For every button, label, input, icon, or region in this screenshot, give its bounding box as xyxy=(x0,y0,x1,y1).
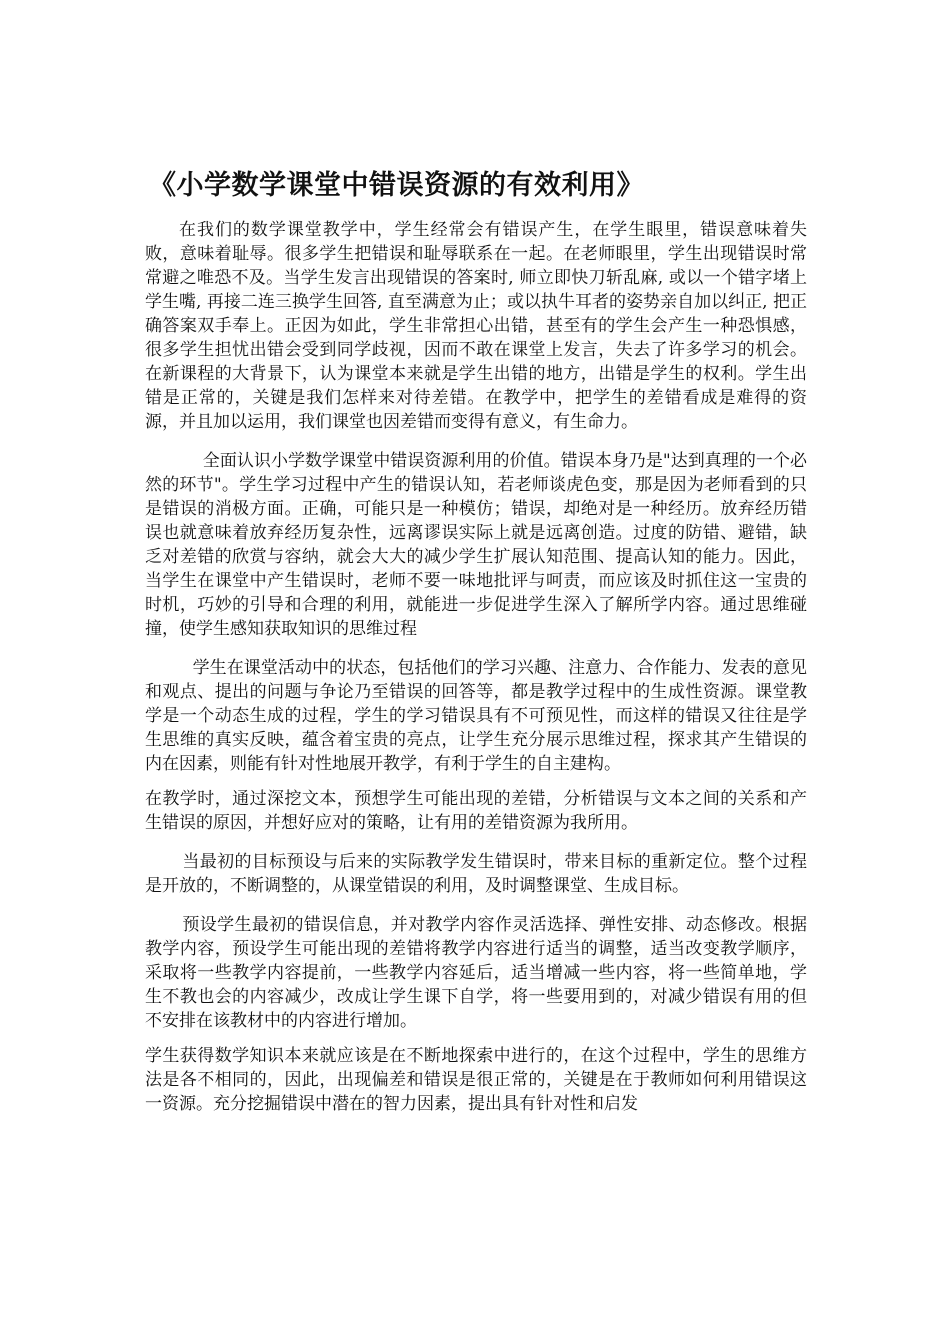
paragraph-goal-repositioning: 当最初的目标预设与后来的实际教学发生错误时，带来目标的重新定位。整个过程是开放的，不断调整的，从课堂错误的利用，及时调整课堂、生成目标。 xyxy=(145,852,807,896)
paragraph-content-adjustment: 预设学生最初的错误信息，并对教学内容作灵活选择、弹性安排、动态修改。根据教学内容，预设学生可能出现的差错将教学内容进行适当的调整，适当改变教学顺序，采取将一些教学内容提前，一些教学内容延后，适当增减一些内容，将一些简单地，学生不教也会的内容减少，改成让学生课下自学，将一些要用到的，对减少错误有用的但不安排在该教材中的内容进行增加。 xyxy=(145,915,807,1031)
document-title: 《小学数学课堂中错误资源的有效利用》 xyxy=(149,170,644,201)
paragraph-anticipate-errors: 在教学时，通过深挖文本，预想学生可能出现的差错，分析错误与文本之间的关系和产生错误的原因，并想好应对的策略，让有用的差错资源为我所用。 xyxy=(145,789,807,833)
paragraph-exploration: 学生获得数学知识本来就应该是在不断地探索中进行的，在这个过程中，学生的思维方法是各不相同的，因此，出现偏差和错误是很正常的，关键是在于教师如何利用错误这一资源。充分挖掘错误中潜在的智力因素，提出具有针对性和启发 xyxy=(145,1046,807,1114)
paragraph-introduction: 在我们的数学课堂教学中，学生经常会有错误产生，在学生眼里，错误意味着失败，意味着耻辱。很多学生把错误和耻辱联系在一起。在老师眼里，学生出现错误时常常避之唯恐不及。当学生发言出现错误的答案时, 师立即快刀斩乱麻, 或以一个错字堵上学生嘴, 再接二连三换学生回答, 直至满意为止；或以执牛耳者的姿势亲自加以纠正, 把正确答案双手奉上。正因为如此，学生非常担心出错，甚至有的学生会产生一种恐惧感，很多学生担忧出错会受到同学歧视，因而不敢在课堂上发言，失去了许多学习的机会。在新课程的大背景下，认为课堂本来就是学生出错的地方，出错是学生的权利。学生出错是正常的，关键是我们怎样来对待差错。在教学中，把学生的差错看成是难得的资源，并且加以运用，我们课堂也因差错而变得有意义，有生命力。 xyxy=(145,220,807,432)
paragraph-generative-resources: 学生在课堂活动中的状态，包括他们的学习兴趣、注意力、合作能力、发表的意见和观点、提出的问题与争论乃至错误的回答等，都是教学过程中的生成性资源。课堂教学是一个动态生成的过程，学生的学习错误具有不可预见性，而这样的错误又往往是学生思维的真实反映，蕴含着宝贵的亮点，让学生充分展示思维过程，探求其产生错误的内在因素，则能有针对性地展开教学，有利于学生的自主建构。 xyxy=(145,658,807,774)
paragraph-value-of-errors: 全面认识小学数学课堂中错误资源利用的价值。错误本身乃是"达到真理的一个必然的环节"。学生学习过程中产生的错误认知，若老师谈虎色变，那是因为老师看到的只是错误的消极方面。正确，可能只是一种模仿；错误，却绝对是一种经历。放弃经历错误也就意味着放弃经历复杂性，远离谬误实际上就是远离创造。过度的防错、避错，缺乏对差错的欣赏与容纳，就会大大的减少学生扩展认知范围、提高认知的能力。因此，当学生在课堂中产生错误时，老师不要一味地批评与呵责，而应该及时抓住这一宝贵的时机，巧妙的引导和合理的利用，就能进一步促进学生深入了解所学内容。通过思维碰撞，使学生感知获取知识的思维过程 xyxy=(145,451,807,639)
document-page xyxy=(145,168,807,1116)
